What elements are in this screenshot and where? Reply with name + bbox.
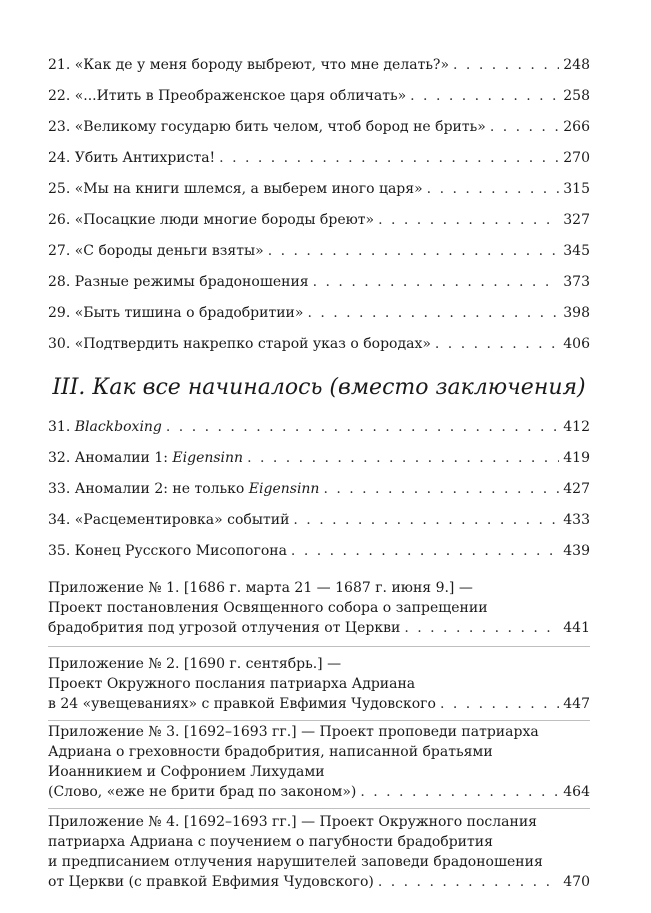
divider	[48, 808, 590, 809]
leader-dots	[268, 242, 560, 260]
appendix-entry[interactable]	[48, 578, 590, 638]
entry-page: 433	[563, 512, 590, 528]
leader-dots	[307, 304, 559, 322]
entry-page: 441	[563, 620, 590, 636]
toc-entry[interactable]	[48, 273, 590, 291]
entry-title: «Подтвердить накрепко старой указ о бородах»	[74, 336, 431, 352]
toc-entry[interactable]	[48, 56, 590, 74]
appendix-line: (Слово, «еже не брити брад по законом»)	[48, 784, 357, 800]
entry-number: 32.	[48, 450, 71, 466]
appendix-line: Приложение № 3. [1692–1693 гг.] — Проект проповеди патриарха	[48, 724, 539, 740]
entry-page: 412	[563, 419, 590, 435]
entry-page: 373	[563, 274, 590, 290]
leader-dots	[313, 273, 560, 291]
entry-title-italic: Eigensinn	[248, 481, 320, 497]
appendix-entry[interactable]	[48, 812, 590, 892]
entry-page: 398	[563, 305, 590, 321]
section-title: III. Как все начиналось (вместо заключения)	[52, 375, 586, 400]
entry-number: 26.	[48, 212, 71, 228]
appendix-entry[interactable]	[48, 722, 590, 802]
entry-number: 35.	[48, 543, 71, 559]
leader-dots	[404, 618, 559, 638]
leader-dots	[166, 418, 559, 436]
appendix-line: патриарха Адриана с поучением о пагубности брадобрития	[48, 834, 493, 850]
appendix-line: Приложение № 2. [1690 г. сентябрь.] —	[48, 656, 342, 672]
leader-dots	[435, 335, 559, 353]
toc-entry[interactable]	[48, 418, 590, 436]
entry-number: 34.	[48, 512, 71, 528]
appendix-entry[interactable]	[48, 654, 590, 714]
entry-page: 270	[563, 150, 590, 166]
leader-dots	[293, 511, 559, 529]
entry-title: Аномалии 2: не только	[74, 481, 249, 497]
entry-title: Убить Антихриста!	[74, 150, 216, 166]
appendix-line: Приложение № 1. [1686 г. марта 21 — 1687 г. июня 9.] —	[48, 580, 473, 596]
leader-dots	[490, 118, 559, 136]
leader-dots	[219, 149, 559, 167]
entry-page: 406	[563, 336, 590, 352]
entry-title: «Посацкие люди многие бороды бреют»	[74, 212, 375, 228]
entry-page: 315	[563, 181, 590, 197]
leader-dots	[378, 211, 559, 229]
leader-dots	[453, 56, 559, 74]
toc-entry[interactable]	[48, 242, 590, 260]
toc-entry[interactable]	[48, 180, 590, 198]
entry-title: Конец Русского Мисопогона	[74, 543, 287, 559]
leader-dots	[247, 449, 559, 467]
leader-dots	[427, 180, 560, 198]
leader-dots	[440, 694, 559, 714]
entry-title-italic: Blackboxing	[74, 419, 162, 435]
entry-page: 266	[563, 119, 590, 135]
entry-title: Аномалии 1:	[74, 450, 173, 466]
toc-entry[interactable]	[48, 480, 590, 498]
leader-dots	[323, 480, 559, 498]
entry-number: 25.	[48, 181, 71, 197]
entry-number: 23.	[48, 119, 71, 135]
entry-page: 345	[563, 243, 590, 259]
entry-page: 439	[563, 543, 590, 559]
entry-page: 447	[563, 696, 590, 712]
entry-title: «...Итить в Преображенское царя обличать»	[74, 88, 407, 104]
appendix-line: брадобрития под угрозой отлучения от Церкви	[48, 620, 401, 636]
entry-page: 427	[563, 481, 590, 497]
toc-entry[interactable]	[48, 542, 590, 560]
appendix-line: Проект постановления Освященного собора о запрещении	[48, 600, 488, 616]
entry-title: Разные режимы брадоношения	[74, 274, 309, 290]
entry-number: 27.	[48, 243, 71, 259]
entry-number: 31.	[48, 419, 71, 435]
toc-entry[interactable]	[48, 449, 590, 467]
entry-number: 28.	[48, 274, 71, 290]
entry-title: «Как де у меня бороду выбреют, что мне делать?»	[74, 57, 450, 73]
toc-entry[interactable]	[48, 335, 590, 353]
entry-page: 464	[563, 784, 590, 800]
toc-entry[interactable]	[48, 118, 590, 136]
entry-page: 327	[563, 212, 590, 228]
entry-title: «Расцементировка» событий	[74, 512, 290, 528]
leader-dots	[410, 87, 559, 105]
appendix-line: Адриана о греховности брадобрития, написанной братьями	[48, 744, 493, 760]
entry-number: 30.	[48, 336, 71, 352]
entry-page: 470	[563, 874, 590, 890]
entry-page: 248	[563, 57, 590, 73]
entry-number: 21.	[48, 57, 71, 73]
entry-title-italic: Eigensinn	[172, 450, 244, 466]
entry-title: «С бороды деньги взяты»	[74, 243, 264, 259]
entry-number: 22.	[48, 88, 71, 104]
entry-number: 29.	[48, 305, 71, 321]
toc-entry[interactable]	[48, 304, 590, 322]
appendix-line: Иоанникием и Софронием Лихудами	[48, 764, 325, 780]
entry-number: 24.	[48, 150, 71, 166]
appendix-line: в 24 «увещеваниях» с правкой Евфимия Чудовского	[48, 696, 436, 712]
entry-title: «Мы на книги шлемся, а выберем иного царя»	[74, 181, 423, 197]
leader-dots	[360, 782, 559, 802]
toc-entry[interactable]	[48, 87, 590, 105]
appendix-line: Проект Окружного послания патриарха Адриана	[48, 676, 416, 692]
entry-title: «Быть тишина о брадобритии»	[74, 305, 304, 321]
entry-title: «Великому государю бить челом, чтоб бород не брить»	[74, 119, 486, 135]
appendix-line: и предписанием отлучения нарушителей заповеди брадоношения	[48, 854, 543, 870]
leader-dots	[291, 542, 559, 560]
entry-number: 33.	[48, 481, 71, 497]
divider	[48, 646, 590, 647]
divider	[48, 720, 590, 721]
appendix-line: от Церкви (с правкой Евфимия Чудовского)	[48, 874, 374, 890]
entry-page: 419	[563, 450, 590, 466]
entry-page: 258	[563, 88, 590, 104]
toc-entry[interactable]	[48, 511, 590, 529]
appendix-line: Приложение № 4. [1692–1693 гг.] — Проект Окружного послания	[48, 814, 537, 830]
toc-entry[interactable]	[48, 149, 590, 167]
toc-entry[interactable]	[48, 211, 590, 229]
leader-dots	[378, 872, 559, 892]
